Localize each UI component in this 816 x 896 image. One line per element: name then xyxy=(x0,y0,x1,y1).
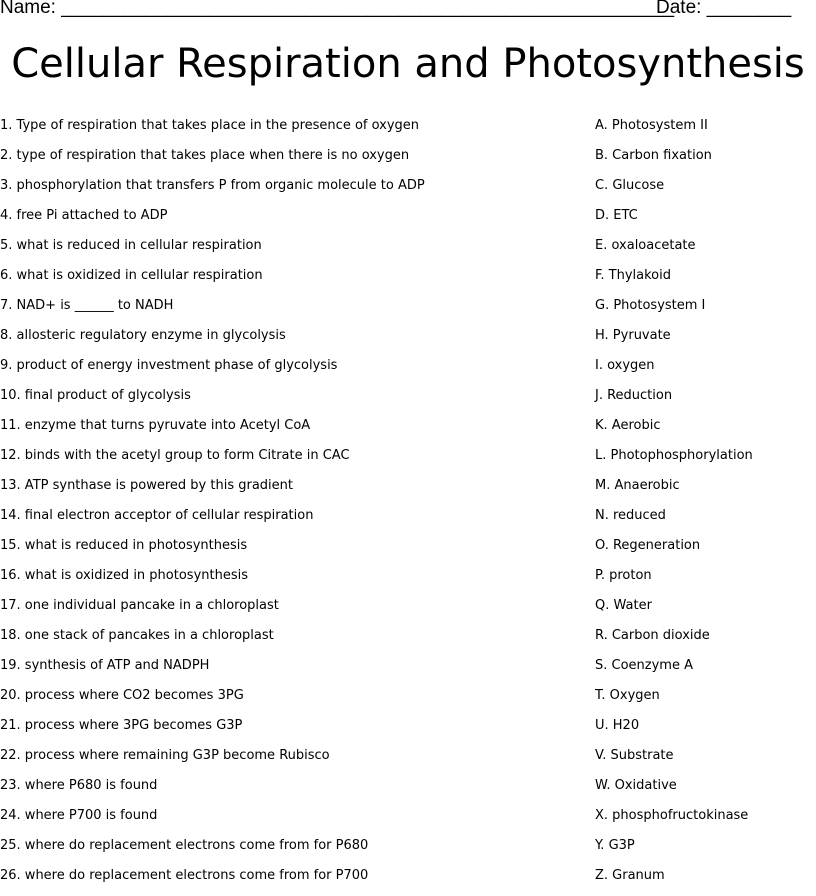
answer-item: A. Photosystem II xyxy=(595,118,708,133)
question-item: 21. process where 3PG becomes G3P xyxy=(0,718,243,733)
answer-item: N. reduced xyxy=(595,508,666,523)
answer-item: L. Photophosphorylation xyxy=(595,448,753,463)
name-line: Name: __________________________________________________________ xyxy=(0,0,675,18)
question-item: 13. ATP synthase is powered by this gradient xyxy=(0,478,294,493)
question-item: 7. NAD+ is ______ to NADH xyxy=(0,298,174,313)
answer-item: Y. G3P xyxy=(595,838,635,853)
question-item: 25. where do replacement electrons come from for P680 xyxy=(0,838,369,853)
question-item: 22. process where remaining G3P become Rubisco xyxy=(0,748,330,763)
answer-item: O. Regeneration xyxy=(595,538,701,553)
answer-item: J. Reduction xyxy=(595,388,673,403)
answer-item: P. proton xyxy=(595,568,652,583)
worksheet-title: Cellular Respiration and Photosynthesis xyxy=(11,41,805,87)
answer-item: D. ETC xyxy=(595,208,638,223)
question-item: 26. where do replacement electrons come from for P700 xyxy=(0,868,369,883)
questions-column xyxy=(0,116,560,896)
question-item: 4. free Pi attached to ADP xyxy=(0,208,168,223)
answer-item: V. Substrate xyxy=(595,748,674,763)
question-item: 9. product of energy investment phase of glycolysis xyxy=(0,358,338,373)
answers-column xyxy=(595,116,815,896)
answer-item: H. Pyruvate xyxy=(595,328,671,343)
question-item: 6. what is oxidized in cellular respiration xyxy=(0,268,263,283)
answer-item: T. Oxygen xyxy=(595,688,660,703)
answer-item: E. oxaloacetate xyxy=(595,238,696,253)
answer-item: B. Carbon fixation xyxy=(595,148,712,163)
answer-item: M. Anaerobic xyxy=(595,478,680,493)
answer-item: Z. Granum xyxy=(595,868,665,883)
answer-item: S. Coenzyme A xyxy=(595,658,693,673)
question-item: 5. what is reduced in cellular respiration xyxy=(0,238,262,253)
question-item: 24. where P700 is found xyxy=(0,808,158,823)
question-item: 17. one individual pancake in a chloroplast xyxy=(0,598,279,613)
question-item: 16. what is oxidized in photosynthesis xyxy=(0,568,248,583)
question-item: 19. synthesis of ATP and NADPH xyxy=(0,658,210,673)
question-item: 3. phosphorylation that transfers P from organic molecule to ADP xyxy=(0,178,425,193)
question-item: 14. final electron acceptor of cellular respiration xyxy=(0,508,314,523)
question-item: 8. allosteric regulatory enzyme in glycolysis xyxy=(0,328,286,343)
answer-item: G. Photosystem I xyxy=(595,298,706,313)
question-item: 15. what is reduced in photosynthesis xyxy=(0,538,248,553)
answer-item: I. oxygen xyxy=(595,358,655,373)
question-item: 2. type of respiration that takes place when there is no oxygen xyxy=(0,148,410,163)
question-item: 10. final product of glycolysis xyxy=(0,388,191,403)
answer-item: K. Aerobic xyxy=(595,418,661,433)
answer-item: R. Carbon dioxide xyxy=(595,628,710,643)
question-item: 23. where P680 is found xyxy=(0,778,158,793)
worksheet-header xyxy=(0,0,816,24)
answer-item: W. Oxidative xyxy=(595,778,677,793)
answer-item: F. Thylakoid xyxy=(595,268,671,283)
question-item: 20. process where CO2 becomes 3PG xyxy=(0,688,244,703)
question-item: 12. binds with the acetyl group to form Citrate in CAC xyxy=(0,448,350,463)
date-line: Date: ________ xyxy=(656,0,792,18)
answer-item: X. phosphofructokinase xyxy=(595,808,749,823)
question-item: 11. enzyme that turns pyruvate into Acetyl CoA xyxy=(0,418,311,433)
answer-item: C. Glucose xyxy=(595,178,665,193)
question-item: 18. one stack of pancakes in a chloroplast xyxy=(0,628,274,643)
answer-item: Q. Water xyxy=(595,598,652,613)
answer-item: U. H20 xyxy=(595,718,640,733)
question-item: 1. Type of respiration that takes place in the presence of oxygen xyxy=(0,118,420,133)
